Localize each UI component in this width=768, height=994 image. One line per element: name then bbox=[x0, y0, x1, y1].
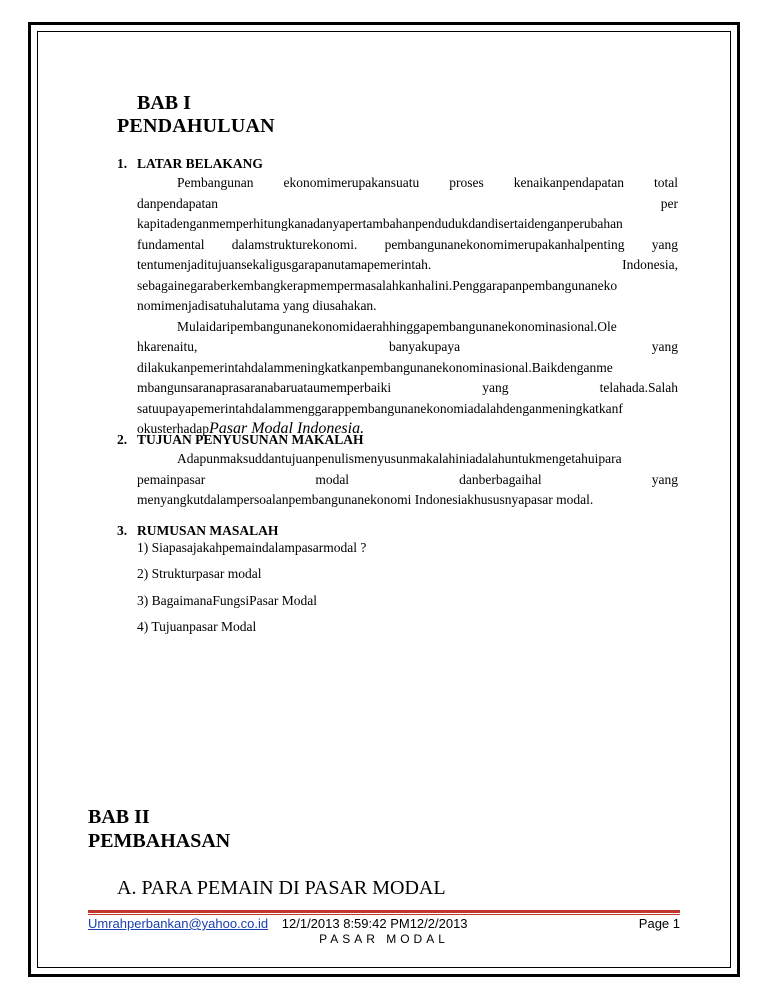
word: danpendapatan bbox=[137, 195, 218, 211]
text-line: menyangkutdalampersoalanpembangunanekonomi Indonesiakhususnyapasar modal. bbox=[137, 492, 594, 507]
subsection-heading: A. PARA PEMAIN DI PASAR MODAL bbox=[117, 877, 446, 899]
word: total bbox=[653, 175, 678, 190]
chapter-title: BAB II bbox=[88, 806, 150, 828]
word: fundamental bbox=[137, 236, 205, 252]
text-line bbox=[137, 470, 678, 491]
word: proses bbox=[449, 175, 484, 190]
word: banyakupaya bbox=[388, 339, 461, 354]
text-line: kapitadenganmemperhitungkanadanyapertambahanpendudukdandisertaidenganperubahan bbox=[137, 216, 623, 231]
section-heading: RUMUSAN MASALAH bbox=[137, 523, 279, 538]
page-number: Page 1 bbox=[638, 916, 680, 931]
word: yang bbox=[651, 471, 678, 487]
latar-belakang-paragraph bbox=[137, 173, 678, 443]
text-line: nomimenjadisatuhalutama yang diusahakan. bbox=[137, 298, 377, 313]
chapter-subtitle: PENDAHULUAN bbox=[117, 115, 275, 137]
text-line bbox=[137, 337, 678, 358]
section-number: 3. bbox=[117, 523, 128, 538]
list-item: 4) Tujuanpasar Modal bbox=[137, 619, 257, 634]
word: ekonomimerupakansuatu bbox=[283, 175, 420, 190]
word: yang bbox=[651, 236, 678, 252]
section-heading: TUJUAN PENYUSUNAN MAKALAH bbox=[137, 432, 364, 447]
text-line: Mulaidaripembangunanekonomidaerahhinggapembangunanekonominasional.Ole bbox=[177, 318, 617, 334]
list-item: 1) Siapasajakahpemaindalampasarmodal ? bbox=[137, 540, 367, 555]
chapter-title: BAB I bbox=[137, 92, 191, 114]
footer-rule bbox=[88, 910, 680, 913]
word: Pembangunan bbox=[177, 175, 254, 190]
word: tentumenjaditujuansekaligusgarapanutamapemerintah. bbox=[137, 257, 432, 272]
text-line bbox=[137, 255, 678, 276]
text-line: satuupayapemerintahdalammenggarappembangunanekonomiadalahdenganmeningkatkanf bbox=[137, 400, 623, 416]
word: hkarenaitu, bbox=[137, 339, 198, 354]
text-line bbox=[137, 194, 678, 215]
list-item: 2) Strukturpasar modal bbox=[137, 566, 262, 581]
text-line bbox=[137, 378, 678, 399]
tujuan-paragraph bbox=[137, 449, 678, 511]
word: per bbox=[660, 195, 678, 211]
footer-doc-title: PASAR MODAL bbox=[319, 932, 449, 946]
text-line bbox=[137, 173, 678, 194]
chapter-subtitle: PEMBAHASAN bbox=[88, 830, 231, 852]
section-heading: LATAR BELAKANG bbox=[137, 156, 263, 171]
word: danberbagaihal bbox=[459, 471, 542, 487]
section-number: 1. bbox=[117, 156, 128, 171]
section-number: 2. bbox=[117, 432, 128, 447]
word: Indonesia, bbox=[622, 257, 678, 272]
word: kenaikanpendapatan bbox=[513, 175, 624, 190]
word: pemainpasar bbox=[137, 471, 206, 487]
email-link[interactable]: Umrahperbankan@yahoo.co.id bbox=[88, 916, 269, 931]
word: pembangunanekonomimerupakanhalpenting bbox=[384, 236, 625, 252]
word: mbangunsaranaprasaranabaruataumemperbaiki bbox=[137, 380, 392, 395]
list-item: 3) BagaimanaFungsiPasar Modal bbox=[137, 593, 317, 608]
footer-timestamp: 12/1/2013 8:59:42 PM12/2/2013 bbox=[281, 916, 468, 931]
text-line bbox=[137, 235, 678, 256]
footer-rule-thin bbox=[88, 914, 680, 915]
word: dalamstrukturekonomi. bbox=[231, 236, 358, 252]
text-line: sebagainegaraberkembangkerapmempermasalahkanhalini.Penggarapanpembangunaneko bbox=[137, 277, 618, 293]
emphasis-text: Pasar Modal Indonesia. bbox=[208, 420, 365, 437]
word: okusterhadap bbox=[137, 421, 209, 436]
text-line: Adapunmaksuddantujuanpenulismenyusunmakalahiniadalahuntukmengetahuipara bbox=[177, 451, 622, 466]
text-line: dilakukanpemerintahdalammeningkatkanpembangunanekonominasional.Baikdenganme bbox=[137, 359, 613, 375]
word: telahada.Salah bbox=[599, 380, 678, 395]
word: yang bbox=[482, 380, 509, 395]
word: yang bbox=[651, 339, 678, 354]
page-footer bbox=[88, 916, 680, 946]
word: modal bbox=[315, 471, 350, 487]
